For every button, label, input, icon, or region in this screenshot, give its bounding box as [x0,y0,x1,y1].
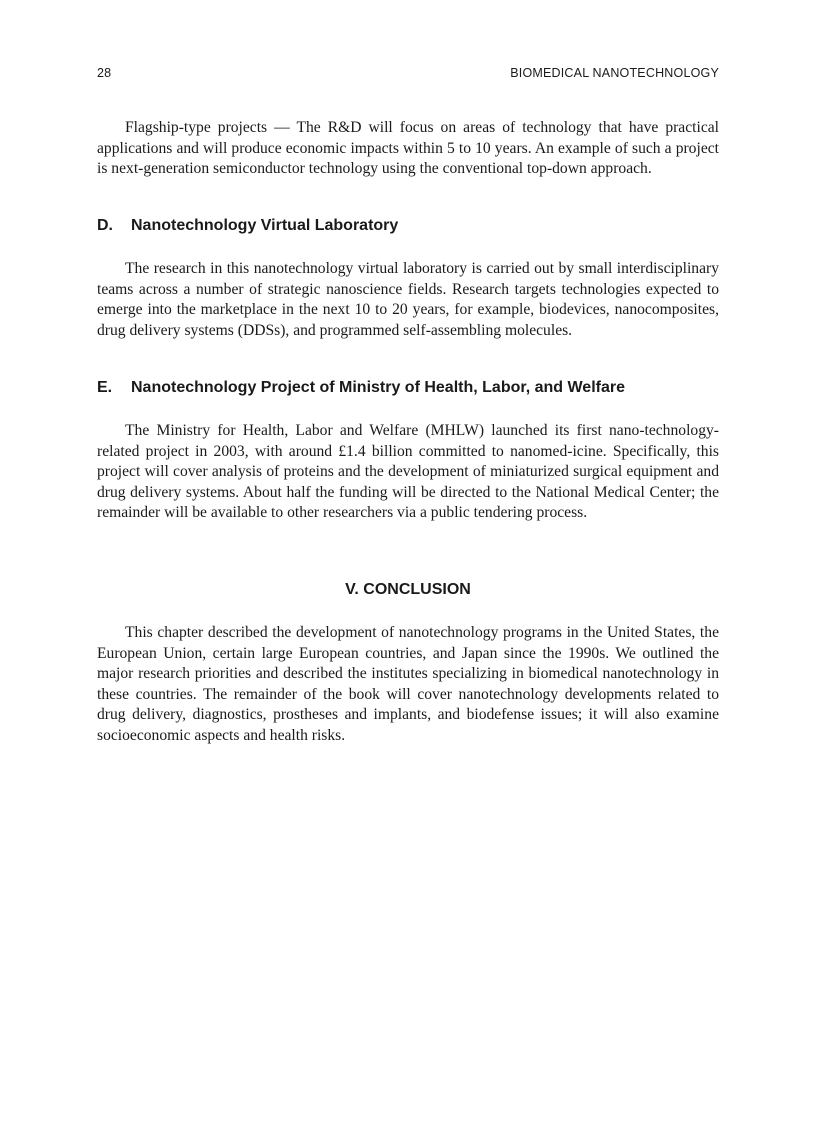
subheading-letter: D. [97,217,113,234]
paragraph-flagship: Flagship-type projects — The R&D will focus on areas of technology that have practical applications and will produce economic impacts within 5 to 10 years. An example of such a project is next-generation semiconductor technology using the conventional top-down approach. [97,119,719,178]
page-number: 28 [97,66,112,80]
paragraph-conclusion: This chapter described the development of nanotechnology programs in the United States, the European Union, certain large European countries, and Japan since the 1990s. We outlined the major research priorities and described the institutes specializing in biomedical nanotechnology in these countries. The remainder of the book will cover nanotechnology developments related to drug delivery, diagnostics, prostheses and implants, and biodefense issues; it will also examine socioeconomic aspects and health risks. [97,624,719,744]
section-heading-conclusion: V. CONCLUSION [345,581,471,598]
running-header [97,66,719,80]
subheading-title: Nanotechnology Project of Ministry of Health, Labor, and Welfare [131,379,625,396]
subheading-title: Nanotechnology Virtual Laboratory [131,217,399,234]
subheading-mhlw-project [97,379,625,397]
running-title: BIOMEDICAL NANOTECHNOLOGY [510,66,719,80]
paragraph-virtual-lab: The research in this nanotechnology virtual laboratory is carried out by small interdisciplinary teams across a number of strategic nanoscience fields. Research targets technologies expected to emerge into the marketplace in the next 10 to 20 years, for example, biodevices, nanocomposites, drug delivery systems (DDSs), and programmed self-assembling molecules. [97,260,719,339]
subheading-letter: E. [97,379,113,396]
paragraph-mhlw: The Ministry for Health, Labor and Welfare (MHLW) launched its first nano-technology-related project in 2003, with around £1.4 billion committed to nanomed-icine. Specifically, this project will cover analysis of proteins and the development of miniaturized surgical equipment and drug delivery systems. About half the funding will be directed to the National Medical Center; the remainder will be available to other researchers via a public tendering process. [97,422,719,522]
subheading-virtual-laboratory [97,217,398,235]
